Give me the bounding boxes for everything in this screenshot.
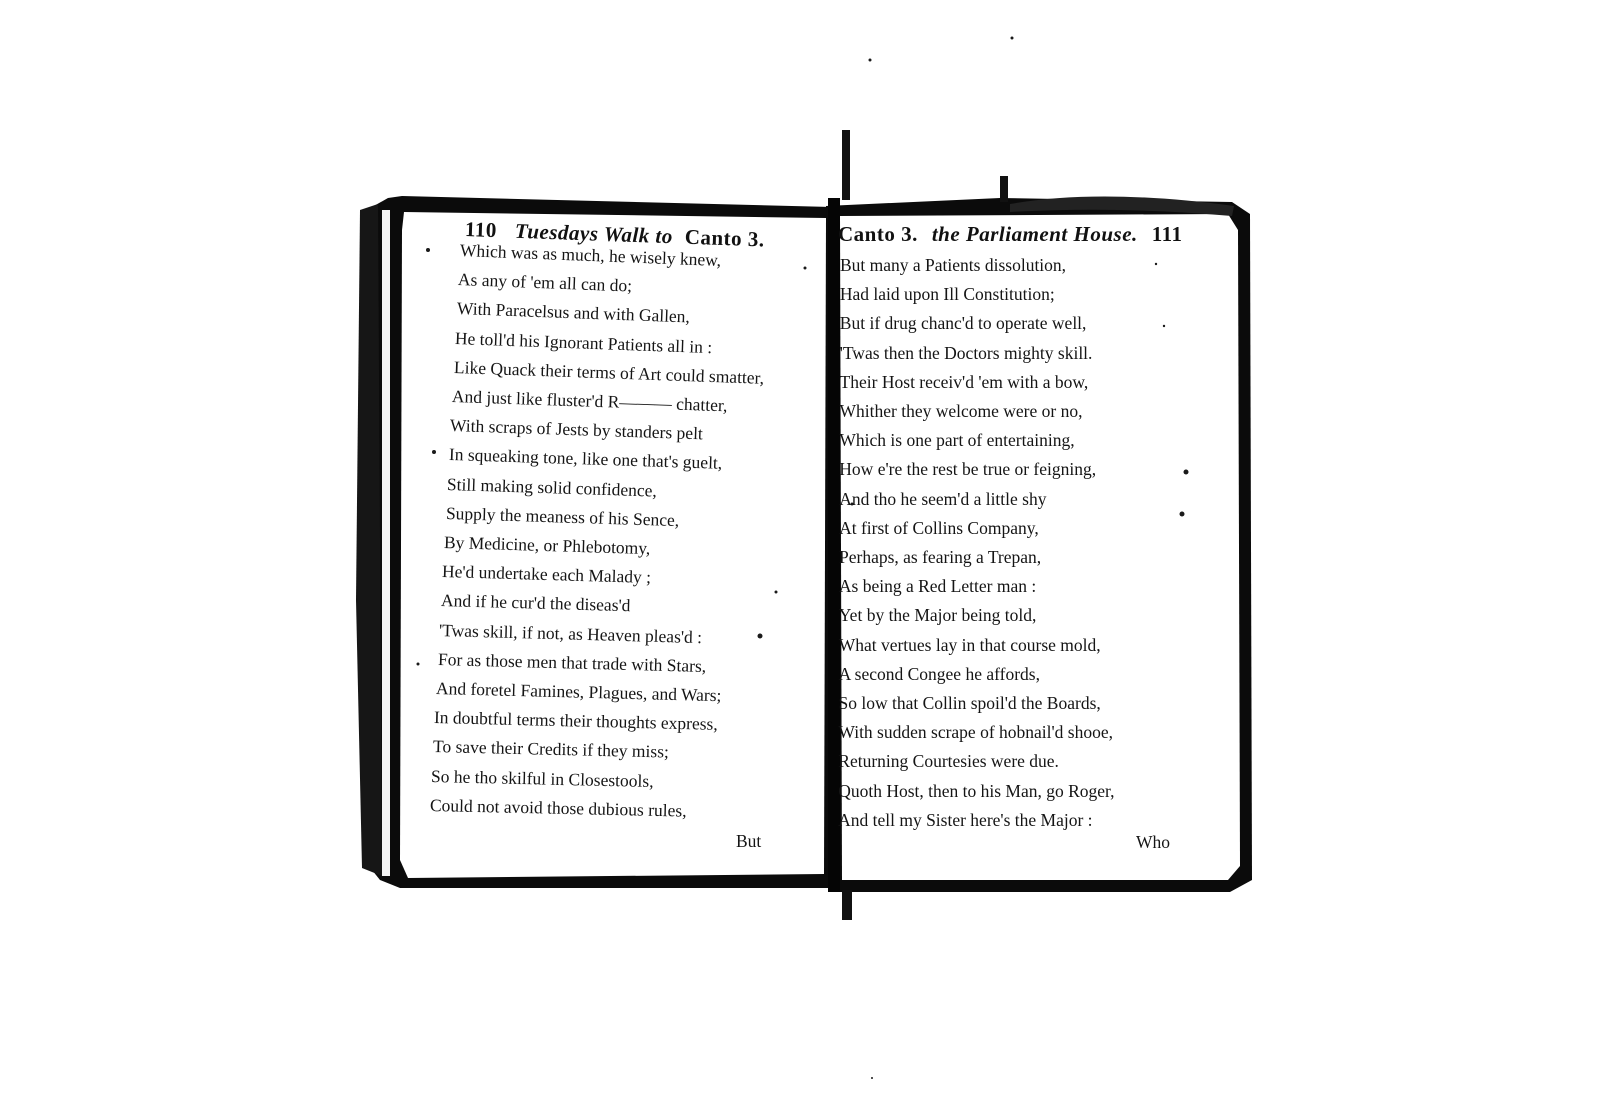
gutter-tab-bottom (842, 890, 852, 920)
verse-line: Could not avoid those dubious rules, (429, 794, 687, 821)
verse-line: 'Twas then the Doctors mighty skill. (839, 342, 1093, 363)
verse-line: Like Quack their terms of Art could smatter, (453, 356, 765, 388)
verse-line: Which is one part of entertaining, (839, 430, 1075, 451)
right-running-title: the Parliament House. (931, 222, 1138, 246)
verse-line: 'Twas skill, if not, as Heaven pleas'd : (438, 619, 703, 647)
verse-line: Still making solid confidence, (446, 473, 658, 501)
right-page-number: 111 (1151, 222, 1183, 246)
verse-line: With Paracelsus and with Gallen, (456, 298, 691, 327)
verse-line: And if he cur'd the diseas'd (440, 590, 631, 616)
verse-line: By Medicine, or Phlebotomy, (443, 532, 651, 559)
verse-line: With sudden scrape of hobnail'd shooe, (838, 722, 1113, 743)
left-catchword: But (736, 831, 762, 851)
verse-line: Perhaps, as fearing a Trepan, (839, 547, 1042, 567)
verse-line: He toll'd his Ignorant Patients all in : (454, 327, 713, 357)
verse-line: To save their Credits if they miss; (432, 736, 669, 762)
verse-line: What vertues lay in that course mold, (838, 634, 1101, 655)
gutter-tab-top (842, 130, 850, 200)
right-page (838, 208, 1238, 880)
verse-line: For as those men that trade with Stars, (437, 648, 707, 676)
verse-line: Supply the meaness of his Sence, (445, 502, 680, 530)
right-canto-label: Canto 3. (838, 222, 918, 246)
verse-line: Which was as much, he wisely knew, (459, 240, 722, 271)
left-page (400, 205, 828, 885)
verse-line: But many a Patients dissolution, (840, 255, 1067, 275)
verse-line: But if drug chanc'd to operate well, (839, 313, 1087, 334)
verse-line: So he tho skilful in Closestools, (430, 765, 655, 791)
verse-line: And just like fluster'd R——— chatter, (451, 386, 728, 416)
verse-line: In doubtful terms their thoughts express, (434, 707, 719, 735)
verse-line: How e're the rest be true or feigning, (839, 459, 1097, 480)
left-cover-page-edge (382, 210, 390, 876)
verse-line: Their Host receiv'd 'em with a bow, (839, 371, 1089, 392)
left-running-title: Tuesdays Walk to (514, 218, 674, 249)
verse-line: With scraps of Jests by standers pelt (450, 415, 704, 444)
right-running-head (838, 222, 1182, 247)
left-cover-spine-edge (356, 204, 382, 876)
verse-line: And tell my Sister here's the Major : (838, 809, 1093, 830)
verse-line: He'd undertake each Malady ; (442, 561, 652, 588)
verse-line: Had laid upon Ill Constitution; (839, 284, 1055, 305)
verse-line: So low that Collin spoil'd the Boards, (838, 693, 1101, 713)
right-catchword: Who (1136, 832, 1171, 852)
verse-line: And foretel Famines, Plagues, and Wars; (435, 678, 722, 706)
verse-line: As any of 'em all can do; (458, 269, 633, 296)
verse-line: A second Congee he affords, (838, 663, 1040, 684)
verse-line: Yet by the Major being told, (838, 605, 1037, 626)
left-canto-label: Canto 3. (684, 224, 766, 252)
verse-line: At first of Collins Company, (839, 517, 1039, 538)
verse-line: Returning Courtesies were due. (838, 751, 1059, 772)
verse-line: Quoth Host, then to his Man, go Roger, (838, 780, 1115, 801)
verse-line: And tho he seem'd a little shy (839, 488, 1047, 509)
right-top-tab (1000, 176, 1008, 202)
left-page-number: 110 (464, 217, 498, 243)
verse-line: Whither they welcome were or no, (839, 401, 1083, 421)
verse-line: In squeaking tone, like one that's guelt, (448, 444, 723, 474)
verse-line: As being a Red Letter man : (838, 576, 1037, 597)
